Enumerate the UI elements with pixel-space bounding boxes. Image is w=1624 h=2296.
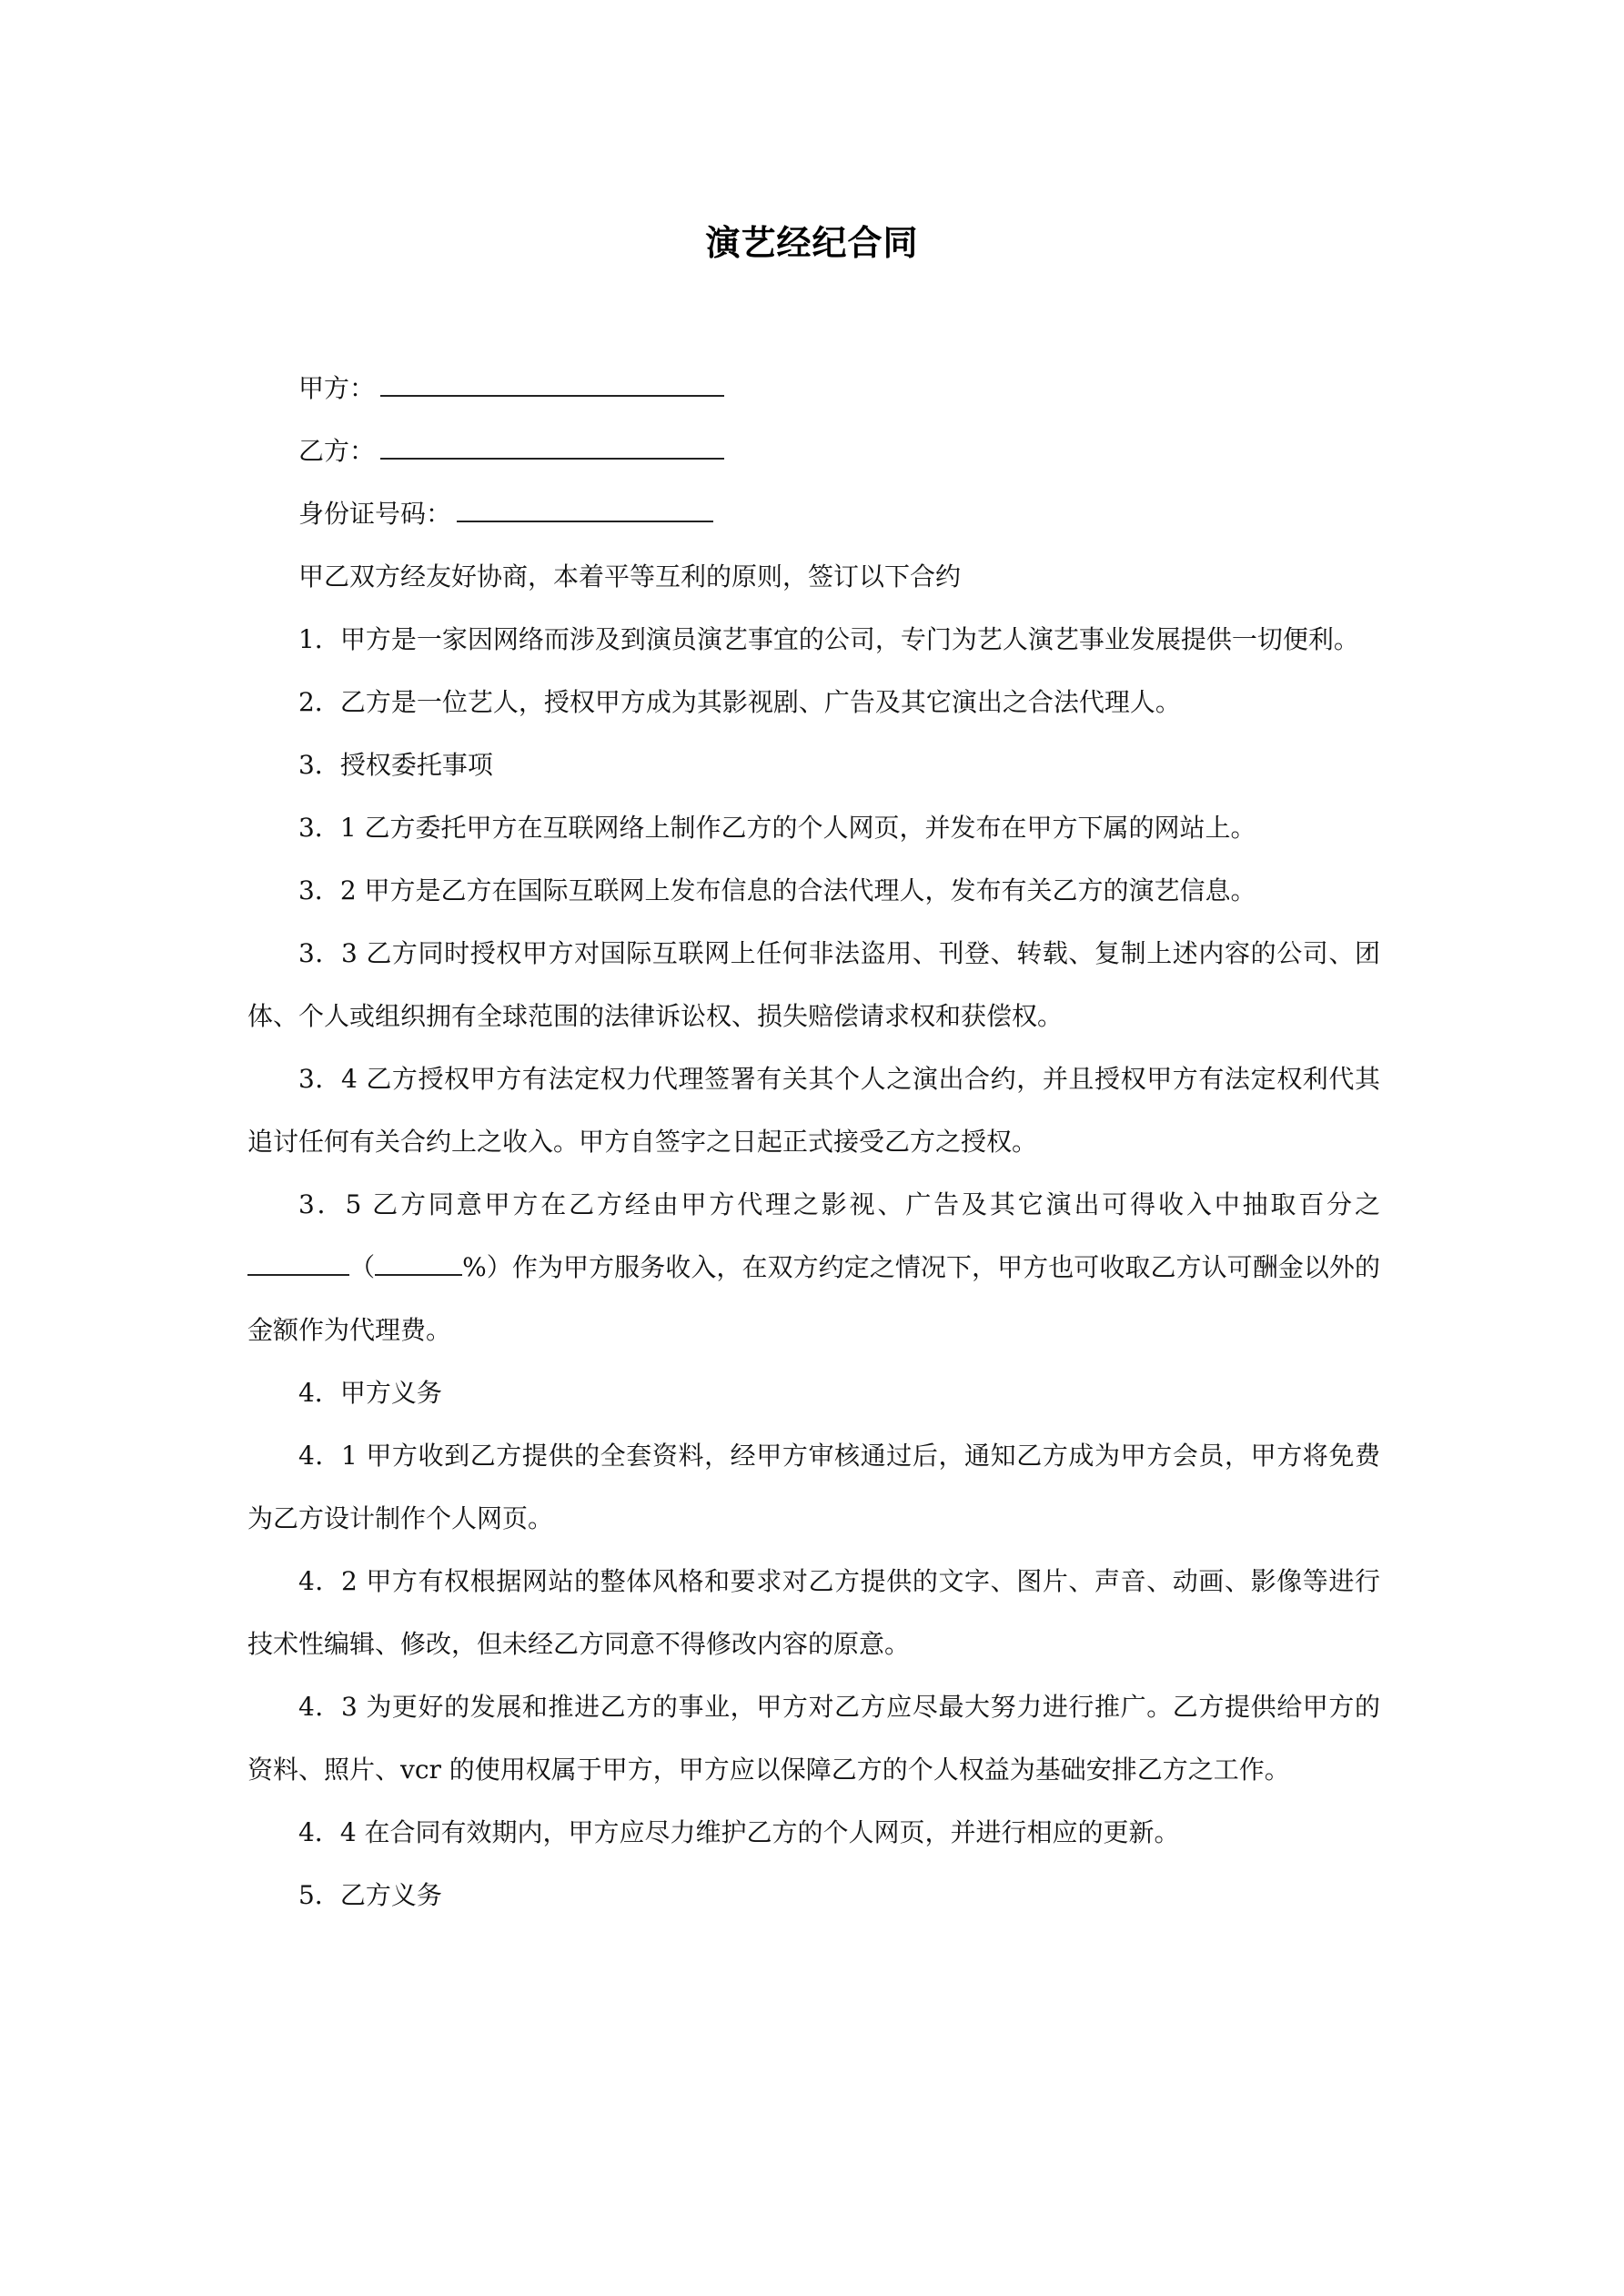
id-number-blank[interactable] (457, 497, 713, 522)
clause-3-5-text-3: %）作为甲方服务收入，在双方约定之情况下，甲方也可收取乙方认可酬金以外的金额作为代理费。 (247, 1252, 1380, 1345)
party-a-blank[interactable] (380, 371, 724, 397)
party-b-blank[interactable] (380, 434, 724, 460)
clause-3-5-text-1: 3．5 乙方同意甲方在乙方经由甲方代理之影视、广告及其它演出可得收入中抽取百分之 (298, 1189, 1380, 1219)
clause-3-5 (247, 1173, 1380, 1361)
document-body (247, 357, 1380, 1927)
clause-4-3: 4．3 为更好的发展和推进乙方的事业，甲方对乙方应尽最大努力进行推广。乙方提供给甲方的资料、照片、vcr 的使用权属于甲方，甲方应以保障乙方的个人权益为基础安排乙方之工作。 (247, 1692, 1380, 1785)
clause-3-4: 3．4 乙方授权甲方有法定权力代理签署有关其个人之演出合约，并且授权甲方有法定权利代其追讨任何有关合约上之收入。甲方自签字之日起正式接受乙方之授权。 (247, 1064, 1380, 1157)
clause-3-2: 3．2 甲方是乙方在国际互联网上发布信息的合法代理人，发布有关乙方的演艺信息。 (298, 875, 1256, 905)
clause-1: 1．甲方是一家因网络而涉及到演员演艺事宜的公司，专门为艺人演艺事业发展提供一切便利。 (298, 624, 1359, 654)
party-b-field (247, 420, 1380, 482)
clause-3-1: 3．1 乙方委托甲方在互联网络上制作乙方的个人网页，并发布在甲方下属的网站上。 (298, 813, 1256, 843)
clause-2: 2．乙方是一位艺人，授权甲方成为其影视剧、广告及其它演出之合法代理人。 (298, 687, 1181, 717)
commission-amount-blank[interactable] (247, 1252, 349, 1276)
clause-4-2: 4．2 甲方有权根据网站的整体风格和要求对乙方提供的文字、图片、声音、动画、影像等进行技术性编辑、修改，但未经乙方同意不得修改内容的原意。 (247, 1566, 1380, 1659)
id-number-field (247, 482, 1380, 545)
commission-percent-blank[interactable] (375, 1252, 462, 1276)
clause-4-heading: 4．甲方义务 (298, 1378, 442, 1408)
clause-4-1: 4．1 甲方收到乙方提供的全套资料，经甲方审核通过后，通知乙方成为甲方会员，甲方将免费为乙方设计制作个人网页。 (247, 1441, 1380, 1533)
id-number-label: 身份证号码： (298, 499, 452, 529)
party-b-label: 乙方： (298, 436, 376, 466)
clause-5-heading: 5．乙方义务 (298, 1880, 442, 1910)
clause-3-3: 3．3 乙方同时授权甲方对国际互联网上任何非法盗用、刊登、转载、复制上述内容的公司、团体、个人或组织拥有全球范围的法律诉讼权、损失赔偿请求权和获偿权。 (247, 938, 1380, 1031)
clause-4-4: 4．4 在合同有效期内，甲方应尽力维护乙方的个人网页，并进行相应的更新。 (298, 1817, 1180, 1847)
party-a-field (247, 357, 1380, 420)
party-a-label: 甲方： (298, 373, 376, 403)
clause-3-5-text-2: （ (349, 1252, 376, 1282)
intro-paragraph: 甲乙双方经友好协商，本着平等互利的原则，签订以下合约 (298, 561, 962, 592)
clause-3-heading: 3．授权委托事项 (298, 750, 493, 780)
document-title: 演艺经纪合同 (705, 223, 919, 263)
